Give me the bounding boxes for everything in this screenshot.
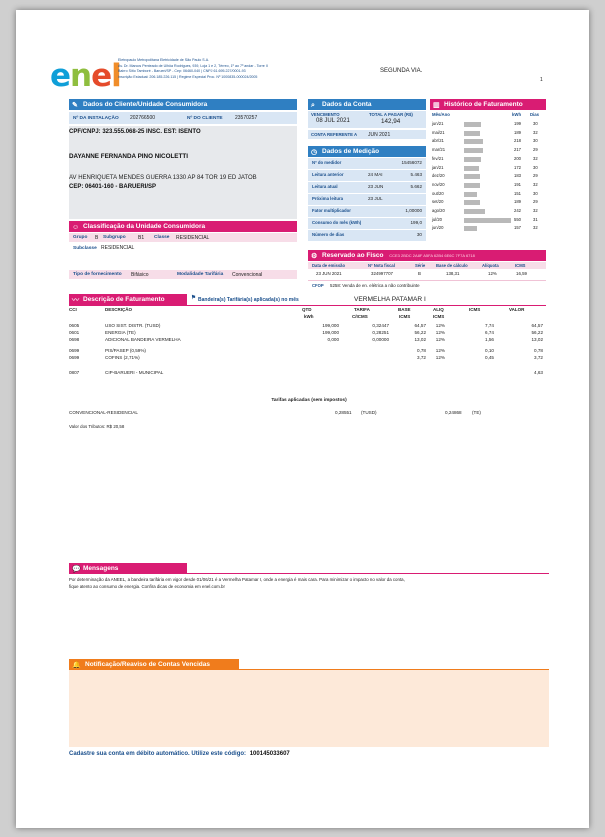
history-bar <box>464 192 477 197</box>
history-col-month: Mês/Ano <box>432 112 450 117</box>
client-panel-header <box>69 99 297 110</box>
auto-debit-line <box>69 751 290 757</box>
bill-sheet <box>16 10 589 828</box>
billing-cell-base: 3,72 <box>417 355 426 360</box>
history-days: 30 <box>533 121 538 126</box>
history-days: 32 <box>533 208 538 213</box>
history-row <box>432 164 545 173</box>
billing-cell-tarifa: 0,32447 <box>372 323 389 328</box>
tusd-value: 0,28551 <box>335 410 352 415</box>
fiscal-base: 138,31 <box>446 271 460 276</box>
history-kwh: 151 <box>514 190 521 196</box>
history-month: nov/20 <box>432 181 445 187</box>
billing-cell-valor: 4,63 <box>534 370 543 375</box>
history-kwh: 242 <box>514 208 521 213</box>
billing-cell-desc: PIS/PASEP (0,59%) <box>105 348 146 353</box>
col-cci: CCI <box>69 307 77 312</box>
billing-cell-valor: 64,57 <box>531 323 543 328</box>
history-row <box>432 146 545 155</box>
current-reading: 5.662 <box>410 184 422 189</box>
billing-cell-base: 56,22 <box>414 330 426 335</box>
meter-number: 15456072 <box>401 160 422 165</box>
fiscal-header <box>308 250 546 261</box>
group-label: Grupo <box>73 235 88 240</box>
billing-divider <box>69 305 546 306</box>
notification-panel <box>69 659 549 747</box>
fiscal-rate: 12% <box>488 271 497 276</box>
applied-tariffs-title: Tarifas aplicadas (sem impostos) <box>271 398 347 403</box>
history-kwh: 191 <box>514 181 521 187</box>
logo-letter: e <box>91 58 112 94</box>
installation-row <box>69 112 297 124</box>
history-month: jun/20 <box>432 225 444 231</box>
messages-title: Mensagens <box>83 565 119 572</box>
previous-reading: 5.463 <box>410 172 422 177</box>
days-label: Número de dias <box>312 232 345 237</box>
history-row <box>432 172 545 181</box>
account-header <box>308 99 426 110</box>
account-title: Dados da Conta <box>322 101 372 108</box>
history-col-days: Dias <box>530 112 540 117</box>
history-days: 32 <box>533 155 538 161</box>
history-month: dez/20 <box>432 173 445 179</box>
billing-cell-cci: 0605 <box>69 323 80 328</box>
current-reading-row <box>308 182 426 193</box>
installation-number: 202766500 <box>130 114 156 121</box>
class-value: RESIDENCIAL <box>176 234 210 241</box>
billing-cell-valor: 3,72 <box>534 355 543 360</box>
te-value: 0,24868 <box>445 410 462 415</box>
logo-letter: e <box>50 58 71 94</box>
installation-label: Nº DA INSTALAÇÃO <box>73 115 119 121</box>
multiplier-row <box>308 206 426 217</box>
history-kwh: 183 <box>514 173 521 179</box>
history-bar <box>464 166 479 171</box>
history-days: 30 <box>533 164 538 170</box>
class-label: Classe <box>154 235 170 240</box>
company-line: Bairro Sítio Tamboré - Barueri/SP - Cep: 06460-040 | CNPJ 61.695.227/0001-93 <box>118 69 246 74</box>
client-cep: CEP: 06401-160 - BARUERI/SP <box>69 184 157 190</box>
search-icon: ⌕ <box>311 102 315 109</box>
history-row <box>432 155 545 164</box>
chart-icon: ▥ <box>433 102 440 109</box>
billing-cell-cci: 0698 <box>69 337 80 342</box>
cpf-line: CPF/CNPJ: 323.555.068-25 INSC. EST: ISENTO <box>69 129 201 135</box>
history-days: 32 <box>533 225 538 231</box>
measurement-title: Dados de Medição <box>322 148 380 155</box>
billing-cell-aliq: 12% <box>435 330 445 335</box>
billing-row <box>69 337 549 344</box>
fiscal-icms: 16,59 <box>516 271 527 276</box>
billing-table-head <box>69 307 549 321</box>
col-tariff-sub: C/ICMS <box>352 314 368 319</box>
history-month: jun/21 <box>432 121 444 126</box>
history-month: mai/21 <box>432 129 445 135</box>
client-name: DAYANNE FERNANDA PINO NICOLETTI <box>69 153 188 160</box>
history-kwh: 172 <box>514 164 521 170</box>
history-kwh: 217 <box>514 147 521 153</box>
total-amount: 142,94 <box>381 117 401 125</box>
history-days: 30 <box>533 190 538 196</box>
history-bar <box>464 139 483 144</box>
taxes-total: Valor dos Tributos: R$ 20,58 <box>69 424 125 429</box>
subclass-row <box>69 243 297 269</box>
col-icms: ICMS <box>469 307 481 312</box>
fiscal-head-series: Série <box>415 263 426 268</box>
company-line: Inscrição Estadual: 206.185.226.115 | Regime Especial Proc. Nº 1000835-000024/2005 <box>118 74 258 79</box>
due-date: 08 JUL 2021 <box>316 118 350 124</box>
client-panel-title: Dados do Cliente/Unidade Consumidora <box>83 101 208 108</box>
col-base-sub: ICMS <box>399 314 411 319</box>
history-row <box>432 190 545 199</box>
message-line-1: Por determinação da ANEEL, a bandeira tarifária em vigor desde 01/06/21 é a Vermelha Patamar I, onde a energia é mais cara. Para minimizar o impacto no valor da conta, <box>69 577 405 582</box>
classification-header <box>69 221 297 232</box>
billing-row <box>69 330 549 337</box>
history-bar <box>464 174 480 179</box>
tusd-label: (TUSD) <box>361 410 377 415</box>
consumption-value: 199,0 <box>410 220 422 225</box>
subgroup-value: B1 <box>138 234 145 241</box>
auto-debit-text: Cadastre sua conta em débito automático. Utilize este código: <box>69 751 247 757</box>
fiscal-panel <box>308 250 546 292</box>
history-days: 29 <box>533 173 538 179</box>
history-bar <box>464 218 511 223</box>
client-number: 23570257 <box>235 114 258 121</box>
history-columns <box>430 111 546 119</box>
fiscal-table-head <box>308 262 546 269</box>
messages-divider <box>69 573 549 574</box>
billing-cell-qtd: 199,000 <box>322 330 339 335</box>
fiscal-head-base: Base de cálculo <box>436 263 468 268</box>
auto-debit-code: 100145033607 <box>249 751 290 757</box>
enel-logo <box>50 58 121 94</box>
history-days: 32 <box>533 129 538 135</box>
messages-panel <box>69 563 549 603</box>
fiscal-head-emission: Data de emissão <box>312 263 346 268</box>
cfop-label: CFOP <box>312 283 324 288</box>
measurement-header <box>308 146 426 157</box>
due-row <box>308 111 426 128</box>
col-qty: QTD <box>302 307 312 312</box>
fiscal-code: CCE3 2BDC 2A8F A5FA 62B4 6E6C 7F7A 6718 <box>389 253 475 258</box>
billing-title: Descrição de Faturamento <box>83 296 165 303</box>
history-row <box>432 181 545 190</box>
modality-label: Modalidade Tarifária <box>177 272 224 277</box>
billing-row <box>69 348 549 355</box>
billing-cell-desc: ADICIONAL BANDEIRA VERMELHA <box>105 337 181 342</box>
fiscal-emission: 23 JUN 2021 <box>316 271 342 276</box>
fiscal-table-row <box>308 270 546 278</box>
fiscal-invoice: 324997707 <box>371 271 393 276</box>
history-row <box>432 137 545 146</box>
previous-reading-row <box>308 170 426 181</box>
history-month: fev/21 <box>432 155 444 161</box>
billing-cell-cci: 0699 <box>69 355 80 360</box>
billing-cell-desc: CIP-BARUERI - MUNICIPAL <box>105 370 164 375</box>
col-description: DESCRIÇÃO <box>105 307 133 312</box>
meter-row <box>308 158 426 169</box>
col-aliq-sub: ICMS <box>433 314 445 319</box>
reference-month: JUN 2021 <box>368 131 391 138</box>
notification-title: Notificação/Reaviso de Contas Vencidas <box>85 661 210 668</box>
history-kwh: 550 <box>514 216 521 222</box>
col-base: BASE <box>398 307 411 312</box>
logo-letter: l <box>111 58 121 94</box>
history-month: abr/21 <box>432 138 444 144</box>
history-days: 29 <box>533 147 538 153</box>
gear-icon: ⚙ <box>311 253 318 260</box>
billing-row <box>69 370 549 377</box>
billing-cell-icms: 6,74 <box>485 330 494 335</box>
previous-reading-date: 24 MAI <box>368 172 383 177</box>
clock-icon: ◷ <box>311 149 318 156</box>
history-row <box>432 216 545 225</box>
billing-cell-cci: 0807 <box>69 370 80 375</box>
client-number-label: Nº DO CLIENTE <box>187 115 223 121</box>
history-title: Histórico de Faturamento <box>444 101 523 108</box>
cfop-row <box>308 280 546 288</box>
history-kwh: 189 <box>514 199 521 205</box>
history-days: 30 <box>533 138 538 144</box>
flag-icon: ⚑ <box>191 295 196 301</box>
col-tariff: TARIFA <box>354 307 370 312</box>
billing-cell-valor: 0,78 <box>534 348 543 353</box>
segunda-via-label: SEGUNDA VIA. <box>380 68 423 74</box>
previous-reading-label: Leitura anterior <box>312 172 344 177</box>
reference-label: CONTA REFERENTE A <box>311 132 358 137</box>
group-row <box>69 233 297 242</box>
history-rows <box>430 120 546 245</box>
history-kwh: 199 <box>514 121 521 126</box>
history-days: 32 <box>533 181 538 187</box>
billing-cell-base: 0,78 <box>417 348 426 353</box>
next-reading-label: Próxima leitura <box>312 196 344 201</box>
te-label: (TE) <box>472 410 481 415</box>
message-line-2: fique atento ao consumo de energia. Confira dicas de economia em enel.com.br <box>69 584 225 589</box>
consumption-label: Consumo do mês (kWh) <box>312 220 362 225</box>
billing-cell-desc: ENERGIA (TE) <box>105 330 136 335</box>
billing-cell-cci: 0601 <box>69 330 80 335</box>
history-kwh: 200 <box>514 155 521 161</box>
bell-icon: 🔔 <box>72 662 81 669</box>
billing-row <box>69 323 549 330</box>
trend-icon: 〰 <box>72 297 79 304</box>
billing-cell-cci: 0699 <box>69 348 80 353</box>
fiscal-head-rate: Alíquota <box>482 263 499 268</box>
billing-cell-icms: 1,56 <box>485 337 494 342</box>
client-panel <box>69 99 297 219</box>
current-reading-date: 23 JUN <box>368 184 384 189</box>
cfop-value: 5258: Venda de en. elétrica a não contribuinte <box>330 283 420 288</box>
billing-cell-qtd: 0,000 <box>327 337 339 342</box>
billing-cell-aliq: 12% <box>435 323 445 328</box>
fiscal-series: B <box>418 271 421 276</box>
history-bar <box>464 200 480 205</box>
supply-row <box>69 270 297 279</box>
document-icon: ✎ <box>72 102 78 109</box>
reference-row <box>308 130 426 139</box>
col-aliq: ALIQ <box>433 307 444 312</box>
page-number: 1 <box>540 77 543 83</box>
history-month: jul/20 <box>432 216 443 222</box>
history-row <box>432 120 545 129</box>
history-bar <box>464 157 481 162</box>
history-bar <box>464 209 485 214</box>
billing-cell-valor: 56,22 <box>531 330 543 335</box>
history-row <box>432 129 545 138</box>
fiscal-head-invoice: Nº Nota fiscal <box>368 263 395 268</box>
meter-label: Nº do medidor <box>312 160 342 165</box>
subgroup-label: Subgrupo <box>103 235 126 240</box>
history-days: 31 <box>533 216 538 222</box>
company-line: Eletropaulo Metropolitana Eletricidade de São Paulo S.A. <box>118 58 210 62</box>
col-value: VALOR <box>509 307 525 312</box>
fiscal-title: Reservado ao Fisco <box>322 252 384 259</box>
billing-cell-icms: 0,45 <box>485 355 494 360</box>
billing-cell-tarifa: 0,00000 <box>372 337 389 342</box>
billing-cell-base: 64,57 <box>414 323 426 328</box>
classification-title: Classificação da Unidade Consumidora <box>83 223 206 230</box>
history-kwh: 218 <box>514 138 521 144</box>
col-qty-unit: kWh <box>304 314 314 319</box>
account-panel <box>308 99 426 143</box>
history-month: out/20 <box>432 190 444 196</box>
tariff-class: CONVENCIONAL-RESIDENCIAL <box>69 410 138 415</box>
history-row <box>432 224 545 233</box>
user-icon: ☺ <box>72 224 80 231</box>
current-reading-label: Leitura atual <box>312 184 338 189</box>
consumption-row <box>308 218 426 229</box>
next-reading-row <box>308 194 426 205</box>
billing-cell-base: 13,02 <box>414 337 426 342</box>
multiplier-label: Fator multiplicador <box>312 208 351 213</box>
billing-header <box>69 294 187 305</box>
billing-cell-desc: COFINS (2,71%) <box>105 355 140 360</box>
applied-tariffs-row <box>69 410 549 417</box>
billing-cell-desc: USO SIST. DISTR. (TUSD) <box>105 323 161 328</box>
billing-cell-tarifa: 0,28251 <box>372 330 389 335</box>
history-kwh: 189 <box>514 129 521 135</box>
client-details <box>69 126 297 219</box>
billing-cell-icms: 7,74 <box>485 323 494 328</box>
next-reading-date: 23 JUL <box>368 196 383 201</box>
days-row <box>308 230 426 241</box>
history-month: ago/20 <box>432 208 445 213</box>
logo-letter: n <box>70 58 92 94</box>
measurement-panel <box>308 146 426 249</box>
company-line: Av. Dr. Marcos Penteado de Ulhôa Rodrigues, 939, Loja 1 e 2, Térreo, 1º ao 7º andar - Torre II <box>118 63 268 68</box>
history-bar <box>464 122 481 127</box>
modality-value: Convencional <box>232 271 263 278</box>
subclass-value: RESIDENCIAL <box>101 245 135 251</box>
history-bar <box>464 148 483 153</box>
history-month: set/20 <box>432 199 444 205</box>
history-header <box>430 99 546 110</box>
fiscal-head-icms: ICMS <box>515 263 526 268</box>
billing-cell-aliq: 12% <box>435 355 445 360</box>
history-bar <box>464 131 480 136</box>
billing-cell-icms: 0,10 <box>485 348 494 353</box>
group-value: B <box>95 234 99 241</box>
billing-cell-qtd: 199,000 <box>322 323 339 328</box>
supply-value: Bifásico <box>131 271 149 278</box>
total-label: TOTAL A PAGAR (R$) <box>369 112 413 117</box>
days-value: 30 <box>416 232 422 237</box>
notification-body <box>69 670 549 747</box>
company-info <box>118 58 358 80</box>
history-month: jan/21 <box>432 164 444 170</box>
billing-cell-valor: 13,02 <box>531 337 543 342</box>
billing-row <box>69 355 549 362</box>
tariff-flag-value: VERMELHA PATAMAR I <box>354 295 426 303</box>
history-month: mar/21 <box>432 147 446 153</box>
history-row <box>432 207 545 216</box>
history-col-kwh: kWh <box>512 112 522 117</box>
client-address: AV HENRIQUETA MENDES GUERRA 1330 AP 84 TOR 19 ED JATOB <box>69 175 257 181</box>
history-kwh: 157 <box>514 225 521 231</box>
history-row <box>432 198 545 207</box>
speech-bubble-icon: 💬 <box>72 566 81 573</box>
billing-cell-aliq: 12% <box>435 337 445 342</box>
subclass-label: Subclasse <box>73 246 97 251</box>
tariff-flag-label: Bandeira(s) Tarifária(s) aplicada(s) no mês <box>198 296 299 303</box>
history-panel <box>430 99 546 247</box>
supply-label: Tipo de fornecimento <box>73 272 122 277</box>
classification-panel <box>69 221 297 281</box>
history-bar <box>464 226 477 231</box>
due-label: VENCIMENTO <box>311 112 340 117</box>
multiplier-value: 1,00000 <box>405 208 422 213</box>
history-days: 29 <box>533 199 538 205</box>
billing-cell-aliq: 12% <box>435 348 445 353</box>
history-bar <box>464 183 480 188</box>
